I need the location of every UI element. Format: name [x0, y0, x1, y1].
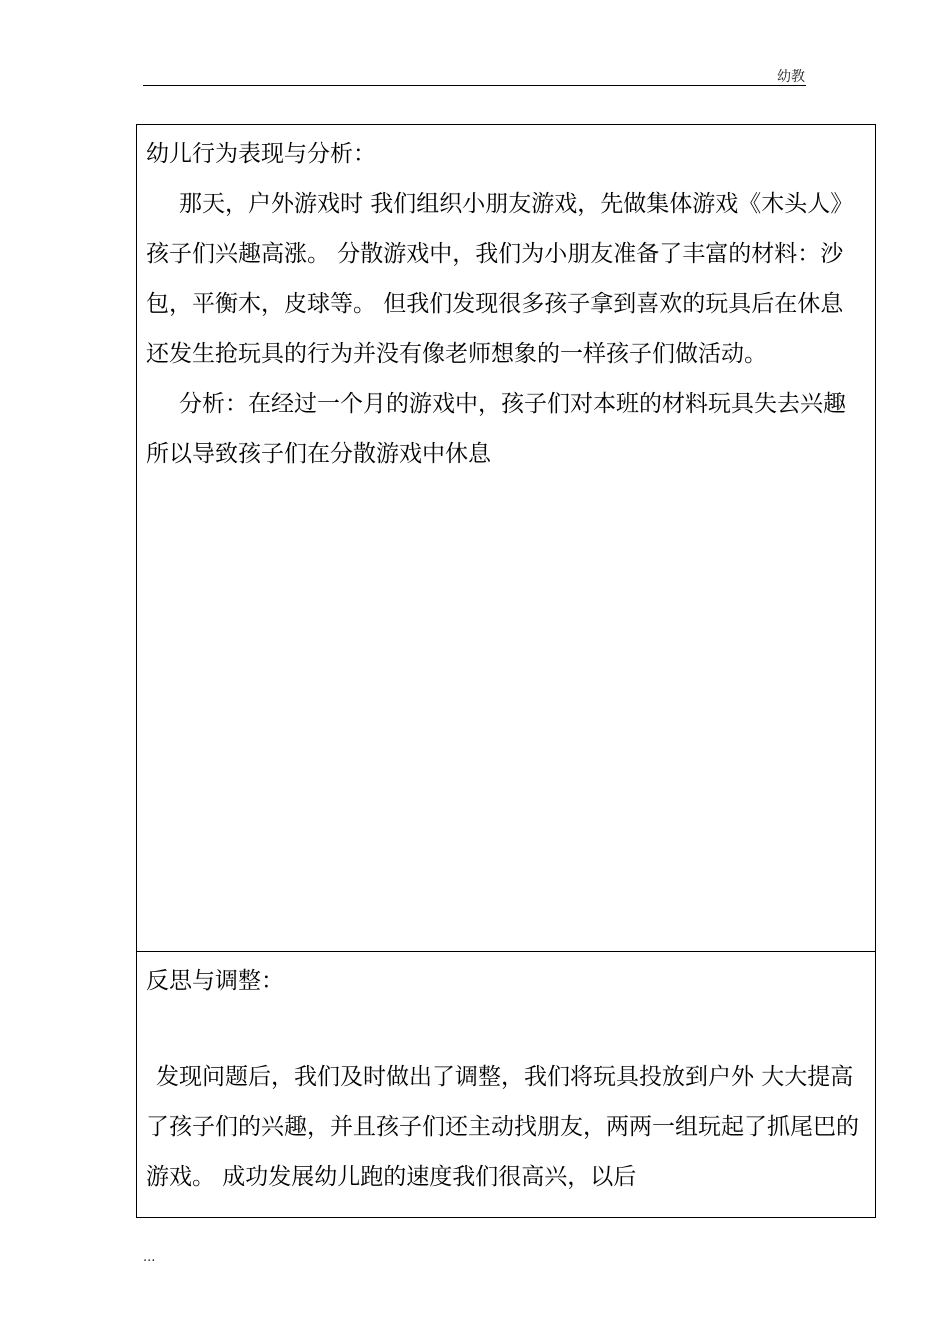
- page-footer-label: ...: [143, 1250, 156, 1265]
- behavior-analysis-cell: [137, 125, 875, 952]
- analysis-paragraph: 分析：在经过一个月的游戏中，孩子们对本班的材料玩具失去兴趣所以导致孩子们在分散游戏中休息: [146, 391, 846, 467]
- reflection-heading: 反思与调整：: [146, 968, 284, 994]
- header-divider: [143, 85, 806, 86]
- reflection-cell: [137, 952, 875, 1217]
- page-header-label: 幼教: [777, 69, 805, 85]
- observation-table: [136, 124, 876, 1218]
- behavior-description-paragraph: 那天，户外游戏时 我们组织小朋友游戏，先做集体游戏《木头人》孩子们兴趣高涨。 分散游戏中，我们为小朋友准备了丰富的材料：沙包，平衡木，皮球等。 但我们发现很多孩子拿到喜欢的玩具后在休息还发生抢玩具的行为并没有像老师想象的一样孩子们做活动。: [146, 191, 854, 367]
- reflection-paragraph: 发现问题后，我们及时做出了调整，我们将玩具投放到户外 大大提高了孩子们的兴趣，并且孩子们还主动找朋友，两两一组玩起了抓尾巴的游戏。 成功发展幼儿跑的速度我们很高兴，以后: [146, 1064, 859, 1190]
- behavior-analysis-heading: 幼儿行为表现与分析：: [146, 141, 376, 167]
- spacer: [146, 1006, 866, 1052]
